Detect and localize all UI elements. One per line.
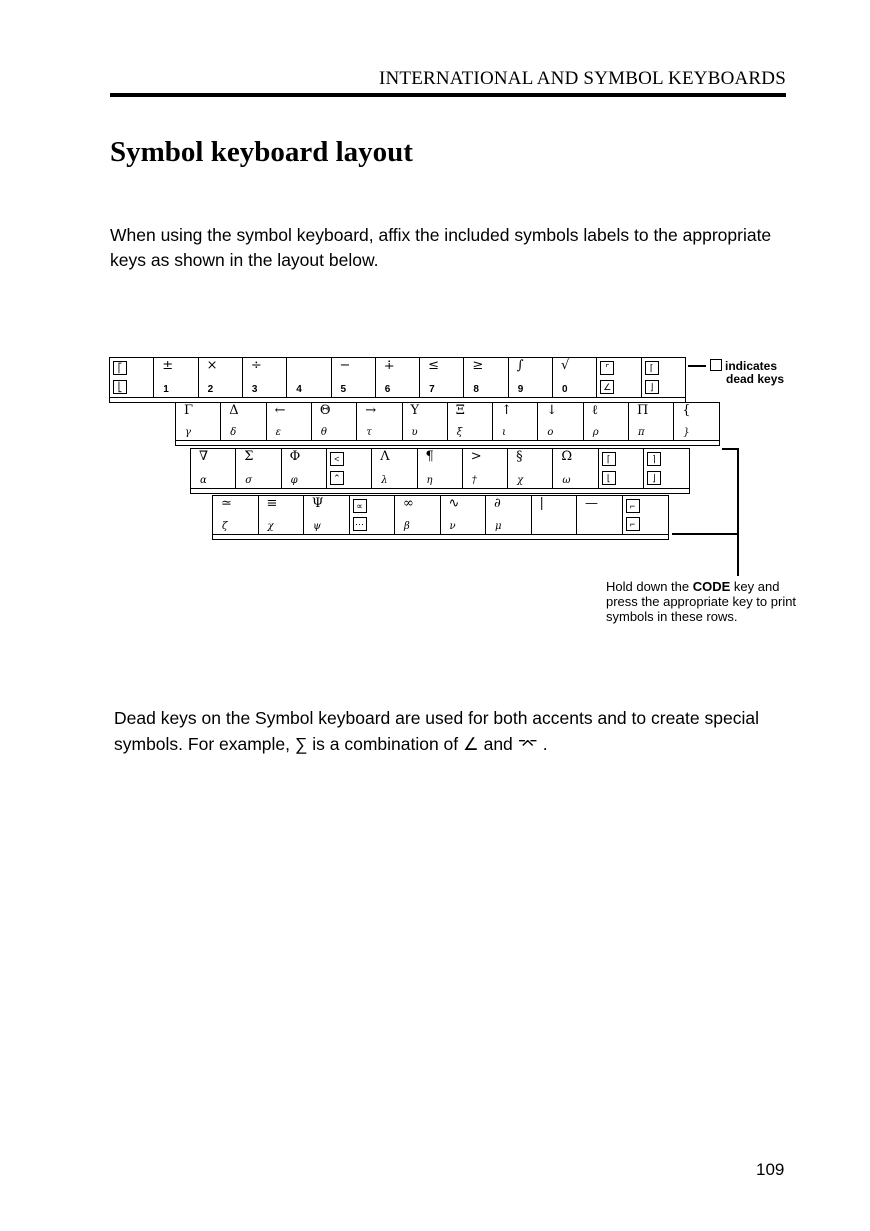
key-base-symbol: 7 xyxy=(429,384,435,395)
legend-line1: indicates xyxy=(725,359,778,373)
dead-key-upper-glyph: ⎡ xyxy=(113,361,127,375)
key-row2-6 xyxy=(402,402,449,441)
key-row1-5 xyxy=(286,357,332,398)
angle-glyph: ∠ xyxy=(463,734,479,754)
key-row1-10 xyxy=(508,357,554,398)
key-shift-symbol: Σ xyxy=(244,449,254,464)
key-shift-symbol: − xyxy=(339,358,351,373)
key-row3-3 xyxy=(281,448,328,489)
key-row4-10 xyxy=(622,495,669,535)
key-row4-7 xyxy=(485,495,532,535)
key-shift-symbol: Ψ xyxy=(312,496,324,511)
key-base-symbol: 1 xyxy=(163,384,169,395)
key-base-symbol: τ xyxy=(366,427,372,438)
key-base-symbol: σ xyxy=(245,475,253,486)
page-title: Symbol keyboard layout xyxy=(110,136,413,168)
key-row1-1 xyxy=(109,357,155,398)
key-base-symbol: 5 xyxy=(340,384,347,395)
key-row3-9 xyxy=(552,448,599,489)
dead-key-upper-glyph: < xyxy=(330,452,344,466)
key-base-symbol: ω xyxy=(562,475,571,486)
key-shift-symbol: ∂ xyxy=(494,496,501,511)
key-row3-10 xyxy=(598,448,645,489)
key-shift-symbol: ∇ xyxy=(199,449,209,464)
key-base-symbol: β xyxy=(404,521,410,532)
dead-key-lower-glyph: ⋯ xyxy=(353,517,367,531)
key-row3-11 xyxy=(643,448,690,489)
code-bracket-bottom xyxy=(672,533,738,535)
dead-para-text4: . xyxy=(537,734,548,754)
key-row1-9 xyxy=(463,357,509,398)
dead-key-upper-glyph: ⌈ xyxy=(645,361,659,375)
key-shift-symbol: ≃ xyxy=(221,496,232,511)
dead-key-lower-glyph: ∠ xyxy=(600,380,614,394)
key-base-symbol: ι xyxy=(502,427,507,438)
key-row2-2 xyxy=(220,402,267,441)
key-shift-symbol: Δ xyxy=(229,403,239,418)
key-shift-symbol: | xyxy=(539,496,544,511)
key-base-symbol: ν xyxy=(449,521,456,532)
dead-key-upper-glyph: ⌉ xyxy=(647,452,661,466)
key-base-symbol: } xyxy=(683,427,690,438)
key-base-symbol: π xyxy=(638,427,645,438)
key-row4-6 xyxy=(440,495,487,535)
key-base-symbol: δ xyxy=(230,427,237,438)
key-row2-12 xyxy=(673,402,720,441)
key-row3-1 xyxy=(190,448,237,489)
key-shift-symbol: Λ xyxy=(380,449,390,464)
key-shift-symbol: § xyxy=(516,449,523,464)
key-shift-symbol: > xyxy=(470,449,482,464)
hook-glyph: ⌤ xyxy=(517,734,538,754)
key-base-symbol: ρ xyxy=(592,427,599,438)
key-row4-5 xyxy=(394,495,441,535)
key-shift-symbol: Ω xyxy=(561,449,573,464)
key-row2-3 xyxy=(266,402,313,441)
dead-key-legend xyxy=(710,359,784,386)
key-row2-9 xyxy=(537,402,584,441)
intro-paragraph: When using the symbol keyboard, affix the included symbols labels to the appropriate keys as shown in the layout below. xyxy=(110,225,772,270)
key-row2-7 xyxy=(447,402,494,441)
key-base-symbol: 2 xyxy=(207,384,214,395)
key-base-symbol: θ xyxy=(320,427,327,438)
key-base-symbol: λ xyxy=(381,475,388,486)
key-base-symbol: 9 xyxy=(517,384,524,395)
dead-key-box-icon xyxy=(710,359,722,371)
key-shift-symbol: ∫ xyxy=(516,358,524,373)
key-shift-symbol: ± xyxy=(162,358,174,373)
key-shift-symbol: ∿ xyxy=(448,496,460,511)
key-row4-8 xyxy=(531,495,578,535)
running-head: INTERNATIONAL AND SYMBOL KEYBOARDS xyxy=(378,68,786,89)
key-shift-symbol: ≤ xyxy=(428,358,439,373)
key-base-symbol: ζ xyxy=(222,521,228,532)
dead-para-text3: and xyxy=(478,734,518,754)
key-base-symbol: γ xyxy=(185,427,191,438)
key-row1-8 xyxy=(419,357,465,398)
code-note-before: Hold down the xyxy=(606,579,693,594)
key-row1-6 xyxy=(331,357,377,398)
sigma-symbol: ∑ xyxy=(294,734,308,754)
key-row-base xyxy=(175,440,720,446)
dead-key-upper-glyph: ⌐ xyxy=(626,499,640,513)
key-row1-12 xyxy=(596,357,642,398)
key-base-symbol: μ xyxy=(495,521,502,532)
key-base-symbol: ο xyxy=(547,427,554,438)
key-base-symbol: α xyxy=(200,475,207,486)
key-base-symbol: φ xyxy=(290,475,298,486)
key-shift-symbol: Ξ xyxy=(455,403,465,418)
key-row-base xyxy=(212,534,669,540)
dead-para-text1: Dead keys on the Symbol keyboard are used for both accents and to create special symbols. For example, xyxy=(114,708,759,754)
key-base-symbol: † xyxy=(471,475,477,486)
key-shift-symbol: ↓ xyxy=(546,403,558,418)
key-base-symbol: ε xyxy=(275,427,281,438)
key-row2-4 xyxy=(311,402,358,441)
key-row1-7 xyxy=(375,357,421,398)
key-row3-6 xyxy=(417,448,464,489)
key-shift-symbol: ¶ xyxy=(425,449,434,464)
key-base-symbol: ξ xyxy=(456,427,463,438)
page-number: 109 xyxy=(756,1160,785,1179)
key-shift-symbol: — xyxy=(585,496,598,511)
key-shift-symbol: { xyxy=(682,403,691,418)
code-key-label: CODE xyxy=(692,579,731,594)
key-row1-13 xyxy=(641,357,687,398)
key-base-symbol: ψ xyxy=(313,521,321,532)
key-row3-4 xyxy=(326,448,373,489)
key-base-symbol: 3 xyxy=(251,384,258,395)
key-row4-2 xyxy=(258,495,305,535)
key-shift-symbol: ↑ xyxy=(501,403,512,418)
key-base-symbol: η xyxy=(426,475,433,486)
code-bracket-top xyxy=(722,448,738,450)
key-shift-symbol: ÷ xyxy=(250,358,262,373)
dead-key-lower-glyph: ⌐ xyxy=(626,517,640,531)
legend-line2: dead keys xyxy=(726,372,785,386)
key-shift-symbol: ≡ xyxy=(266,496,278,511)
key-row2-10 xyxy=(583,402,630,441)
key-row3-7 xyxy=(462,448,509,489)
key-row4-1 xyxy=(212,495,259,535)
code-bracket-vertical xyxy=(737,448,739,576)
dead-key-lower-glyph: ⌋ xyxy=(645,380,659,394)
key-row4-9 xyxy=(576,495,623,535)
code-note-after: key and press the appropriate key to print symbols in these rows. xyxy=(606,579,797,624)
dead-key-lower-glyph: ⌃ xyxy=(330,471,344,485)
dead-key-upper-glyph: ⌈ xyxy=(602,452,616,466)
key-row3-8 xyxy=(507,448,554,489)
key-shift-symbol: → xyxy=(365,403,377,418)
key-row2-8 xyxy=(492,402,539,441)
key-base-symbol: υ xyxy=(411,427,418,438)
key-shift-symbol: ∞ xyxy=(403,496,414,511)
key-base-symbol: 6 xyxy=(384,384,391,395)
key-base-symbol: 0 xyxy=(562,384,568,395)
key-shift-symbol: Γ xyxy=(184,403,194,418)
key-row4-3 xyxy=(303,495,350,535)
key-shift-symbol: ≥ xyxy=(472,358,484,373)
key-row-base xyxy=(190,488,690,494)
key-shift-symbol: × xyxy=(206,358,218,373)
dead-key-upper-glyph: ⌜ xyxy=(600,361,614,375)
legend-leader-line xyxy=(688,365,706,367)
dead-para-text2: is a combination of xyxy=(307,734,464,754)
key-shift-symbol: Φ xyxy=(289,449,301,464)
code-key-note xyxy=(606,579,806,624)
key-shift-symbol: √ xyxy=(561,358,570,373)
key-row1-4 xyxy=(242,357,288,398)
key-base-symbol: 4 xyxy=(296,384,302,395)
dead-key-upper-glyph: ∝ xyxy=(353,499,367,513)
dead-key-lower-glyph: ⎣ xyxy=(113,380,127,394)
key-row2-5 xyxy=(356,402,403,441)
key-shift-symbol: ∔ xyxy=(383,358,395,373)
key-shift-symbol: Θ xyxy=(319,403,331,418)
key-base-symbol: 8 xyxy=(473,384,479,395)
key-row3-5 xyxy=(371,448,418,489)
key-row2-11 xyxy=(628,402,675,441)
key-shift-symbol: ← xyxy=(274,403,286,418)
key-row3-2 xyxy=(235,448,282,489)
key-shift-symbol: Π xyxy=(637,403,649,418)
key-row1-3 xyxy=(198,357,244,398)
key-row4-4 xyxy=(349,495,396,535)
key-row2-1 xyxy=(175,402,222,441)
dead-keys-paragraph xyxy=(114,705,804,757)
key-shift-symbol: Υ xyxy=(410,403,420,418)
dead-key-lower-glyph: ⌋ xyxy=(647,471,661,485)
key-base-symbol: χ xyxy=(267,521,274,532)
key-shift-symbol: ℓ xyxy=(591,403,598,418)
key-row1-11 xyxy=(552,357,598,398)
key-row1-2 xyxy=(153,357,199,398)
dead-key-lower-glyph: ⌊ xyxy=(602,471,616,485)
key-base-symbol: χ xyxy=(517,475,524,486)
